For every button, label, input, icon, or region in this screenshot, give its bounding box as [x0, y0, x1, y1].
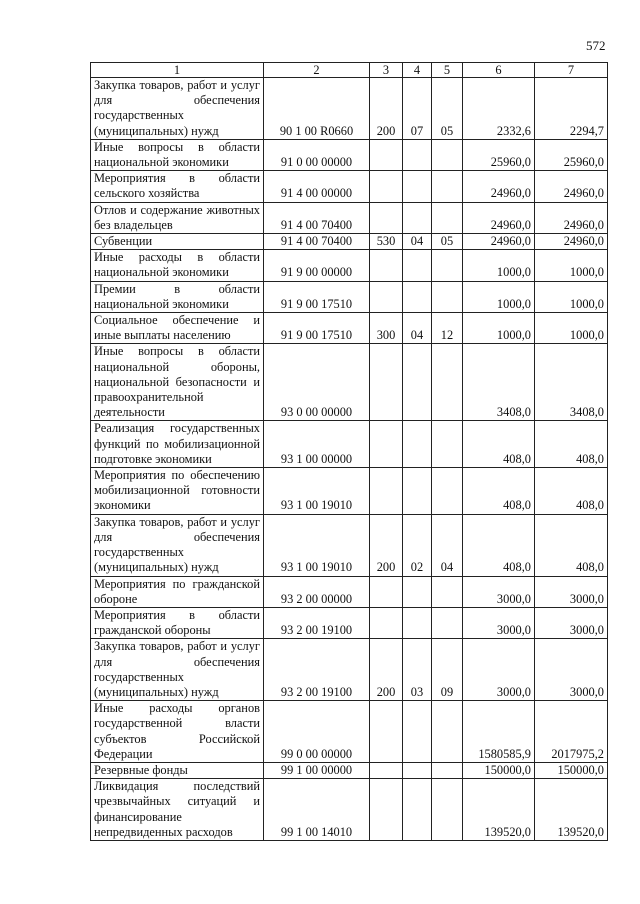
cell-subsection: [432, 576, 463, 607]
cell-expense-type: [370, 281, 403, 312]
cell-amount-year-1: 24960,0: [463, 171, 535, 202]
cell-target-code: 93 2 00 00000: [264, 576, 370, 607]
cell-amount-year-1: 3000,0: [463, 639, 535, 701]
cell-target-code: 91 4 00 70400: [264, 234, 370, 250]
table-row: [91, 281, 608, 312]
column-header: 1: [91, 63, 264, 78]
cell-amount-year-1: 3408,0: [463, 344, 535, 421]
cell-section: [403, 762, 432, 778]
cell-section: [403, 701, 432, 763]
table-body: [91, 78, 608, 841]
cell-section: [403, 779, 432, 841]
cell-expense-type: [370, 701, 403, 763]
table-row: [91, 250, 608, 281]
cell-subsection: [432, 344, 463, 421]
cell-section: [403, 250, 432, 281]
cell-name: Резервные фонды: [91, 762, 264, 778]
cell-subsection: [432, 281, 463, 312]
cell-target-code: 91 4 00 70400: [264, 202, 370, 233]
cell-expense-type: [370, 576, 403, 607]
cell-name: Иные вопросы в области национальной экономики: [91, 139, 264, 170]
table-row: [91, 779, 608, 841]
cell-amount-year-2: 24960,0: [535, 171, 608, 202]
cell-expense-type: 300: [370, 313, 403, 344]
column-header: 7: [535, 63, 608, 78]
column-header: 3: [370, 63, 403, 78]
cell-amount-year-1: 2332,6: [463, 78, 535, 140]
cell-amount-year-2: 3408,0: [535, 344, 608, 421]
cell-amount-year-2: 1000,0: [535, 281, 608, 312]
table-row: [91, 139, 608, 170]
cell-name: Премии в области национальной экономики: [91, 281, 264, 312]
cell-name: Субвенции: [91, 234, 264, 250]
cell-expense-type: 200: [370, 78, 403, 140]
cell-amount-year-2: 139520,0: [535, 779, 608, 841]
cell-amount-year-2: 2017975,2: [535, 701, 608, 763]
cell-section: [403, 607, 432, 638]
cell-target-code: 91 9 00 00000: [264, 250, 370, 281]
column-header: 4: [403, 63, 432, 78]
table-row: [91, 234, 608, 250]
cell-target-code: 93 1 00 19010: [264, 468, 370, 515]
cell-section: 03: [403, 639, 432, 701]
table-row: [91, 344, 608, 421]
cell-target-code: 93 0 00 00000: [264, 344, 370, 421]
cell-subsection: 04: [432, 514, 463, 576]
cell-amount-year-2: 408,0: [535, 468, 608, 515]
cell-section: 07: [403, 78, 432, 140]
cell-amount-year-1: 1000,0: [463, 313, 535, 344]
cell-section: 02: [403, 514, 432, 576]
cell-name: Мероприятия в области сельского хозяйства: [91, 171, 264, 202]
table-row: [91, 421, 608, 468]
cell-target-code: 93 1 00 00000: [264, 421, 370, 468]
cell-amount-year-1: 24960,0: [463, 234, 535, 250]
cell-subsection: [432, 171, 463, 202]
cell-amount-year-1: 1580585,9: [463, 701, 535, 763]
cell-expense-type: [370, 171, 403, 202]
cell-section: 04: [403, 234, 432, 250]
cell-name: Закупка товаров, работ и услуг для обеспечения государственных (муниципальных) нужд: [91, 514, 264, 576]
cell-target-code: 99 1 00 00000: [264, 762, 370, 778]
cell-expense-type: [370, 762, 403, 778]
cell-target-code: 91 9 00 17510: [264, 313, 370, 344]
table-row: [91, 468, 608, 515]
cell-expense-type: [370, 202, 403, 233]
cell-subsection: 09: [432, 639, 463, 701]
cell-name: Мероприятия по обеспечению мобилизационной готовности экономики: [91, 468, 264, 515]
cell-amount-year-1: 408,0: [463, 468, 535, 515]
cell-name: Ликвидация последствий чрезвычайных ситуаций и финансирование непредвиденных расходов: [91, 779, 264, 841]
column-header: 6: [463, 63, 535, 78]
table-row: [91, 701, 608, 763]
cell-amount-year-1: 139520,0: [463, 779, 535, 841]
cell-section: [403, 281, 432, 312]
table-row: [91, 514, 608, 576]
cell-subsection: 05: [432, 234, 463, 250]
cell-amount-year-2: 408,0: [535, 421, 608, 468]
cell-target-code: 93 2 00 19100: [264, 607, 370, 638]
cell-section: 04: [403, 313, 432, 344]
cell-section: [403, 344, 432, 421]
cell-subsection: 12: [432, 313, 463, 344]
cell-name: Иные расходы органов государственной власти субъектов Российской Федерации: [91, 701, 264, 763]
cell-expense-type: 200: [370, 639, 403, 701]
cell-target-code: 93 1 00 19010: [264, 514, 370, 576]
cell-expense-type: [370, 139, 403, 170]
cell-subsection: [432, 421, 463, 468]
cell-amount-year-1: 3000,0: [463, 576, 535, 607]
cell-subsection: [432, 701, 463, 763]
cell-amount-year-1: 1000,0: [463, 281, 535, 312]
cell-subsection: [432, 779, 463, 841]
cell-subsection: 05: [432, 78, 463, 140]
cell-name: Иные расходы в области национальной экономики: [91, 250, 264, 281]
table-row: [91, 639, 608, 701]
budget-table: [90, 62, 608, 841]
cell-amount-year-1: 150000,0: [463, 762, 535, 778]
cell-amount-year-2: 25960,0: [535, 139, 608, 170]
cell-amount-year-1: 1000,0: [463, 250, 535, 281]
cell-name: Мероприятия по гражданской обороне: [91, 576, 264, 607]
cell-amount-year-2: 408,0: [535, 514, 608, 576]
cell-amount-year-1: 408,0: [463, 421, 535, 468]
page-number: 572: [586, 38, 606, 53]
cell-amount-year-2: 1000,0: [535, 313, 608, 344]
cell-target-code: 91 0 00 00000: [264, 139, 370, 170]
cell-subsection: [432, 139, 463, 170]
cell-target-code: 91 4 00 00000: [264, 171, 370, 202]
column-header: 2: [264, 63, 370, 78]
cell-target-code: 99 1 00 14010: [264, 779, 370, 841]
cell-amount-year-2: 3000,0: [535, 576, 608, 607]
table-row: [91, 607, 608, 638]
cell-subsection: [432, 202, 463, 233]
cell-expense-type: [370, 468, 403, 515]
cell-name: Закупка товаров, работ и услуг для обеспечения государственных (муниципальных) нужд: [91, 78, 264, 140]
cell-section: [403, 171, 432, 202]
cell-expense-type: [370, 344, 403, 421]
table-row: [91, 78, 608, 140]
table-row: [91, 762, 608, 778]
cell-name: Мероприятия в области гражданской обороны: [91, 607, 264, 638]
cell-name: Закупка товаров, работ и услуг для обеспечения государственных (муниципальных) нужд: [91, 639, 264, 701]
cell-expense-type: 530: [370, 234, 403, 250]
table-row: [91, 576, 608, 607]
cell-expense-type: [370, 779, 403, 841]
cell-amount-year-1: 24960,0: [463, 202, 535, 233]
cell-amount-year-1: 25960,0: [463, 139, 535, 170]
table-row: [91, 313, 608, 344]
cell-section: [403, 576, 432, 607]
cell-amount-year-2: 3000,0: [535, 607, 608, 638]
cell-amount-year-1: 408,0: [463, 514, 535, 576]
cell-section: [403, 421, 432, 468]
cell-target-code: 93 2 00 19100: [264, 639, 370, 701]
cell-subsection: [432, 762, 463, 778]
header-row: [91, 63, 608, 78]
cell-amount-year-2: 24960,0: [535, 234, 608, 250]
cell-name: Социальное обеспечение и иные выплаты населению: [91, 313, 264, 344]
cell-expense-type: [370, 421, 403, 468]
cell-amount-year-2: 3000,0: [535, 639, 608, 701]
cell-name: Отлов и содержание животных без владельцев: [91, 202, 264, 233]
cell-target-code: 91 9 00 17510: [264, 281, 370, 312]
cell-section: [403, 202, 432, 233]
cell-amount-year-2: 150000,0: [535, 762, 608, 778]
cell-name: Иные вопросы в области национальной обороны, национальной безопасности и правоохранительной деятельности: [91, 344, 264, 421]
column-header: 5: [432, 63, 463, 78]
cell-target-code: 99 0 00 00000: [264, 701, 370, 763]
cell-amount-year-1: 3000,0: [463, 607, 535, 638]
table-row: [91, 202, 608, 233]
cell-target-code: 90 1 00 R0660: [264, 78, 370, 140]
cell-amount-year-2: 2294,7: [535, 78, 608, 140]
cell-expense-type: 200: [370, 514, 403, 576]
cell-amount-year-2: 1000,0: [535, 250, 608, 281]
cell-name: Реализация государственных функций по мобилизационной подготовке экономики: [91, 421, 264, 468]
cell-subsection: [432, 607, 463, 638]
cell-subsection: [432, 468, 463, 515]
cell-subsection: [432, 250, 463, 281]
cell-amount-year-2: 24960,0: [535, 202, 608, 233]
cell-section: [403, 139, 432, 170]
cell-expense-type: [370, 250, 403, 281]
cell-section: [403, 468, 432, 515]
cell-expense-type: [370, 607, 403, 638]
table-row: [91, 171, 608, 202]
